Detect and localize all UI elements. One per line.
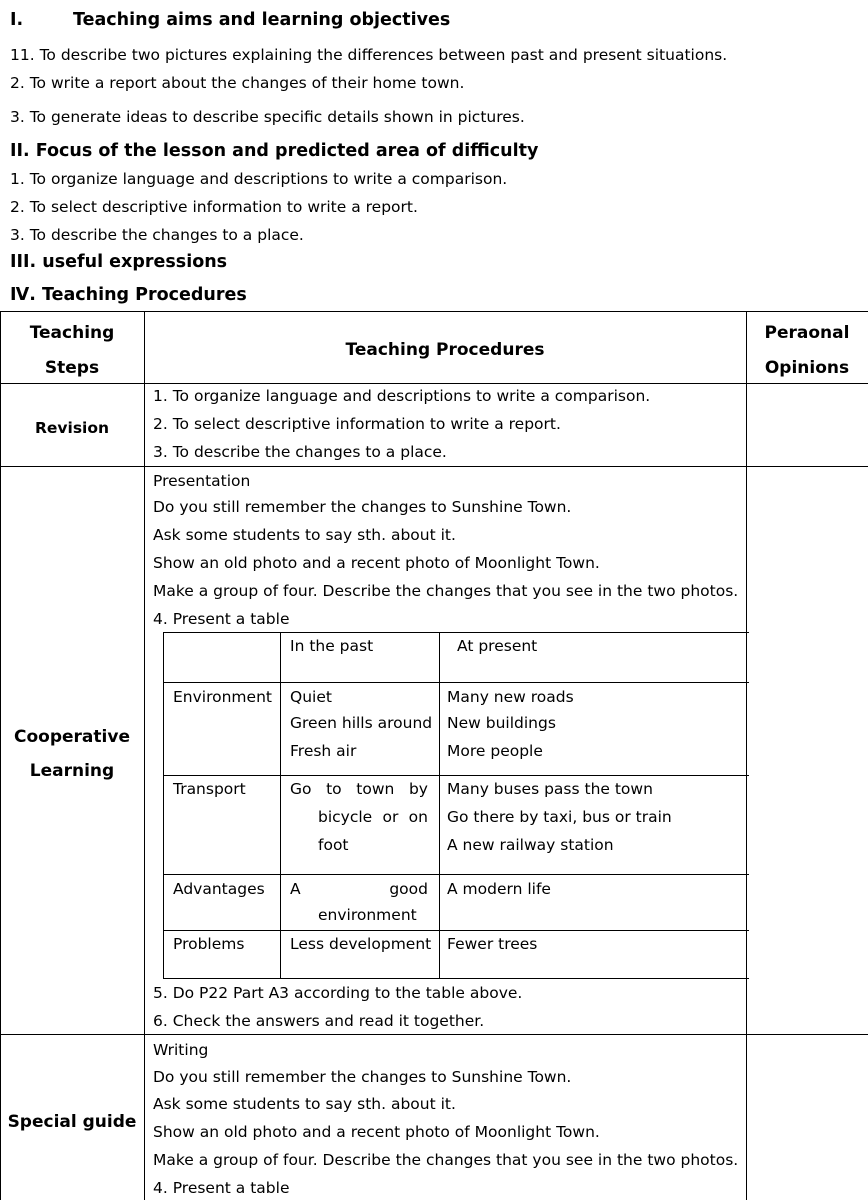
section-3-title: III. useful expressions (10, 252, 228, 272)
cooperative-line-3: Ask some students to say sth. about it. (153, 526, 456, 544)
special-line-1: Writing (153, 1041, 209, 1059)
step-special-guide: Special guide (7, 1112, 137, 1132)
section-1-number: I. (10, 10, 24, 30)
advantages-present: A modern life (447, 880, 551, 898)
focus-item-2: 2. To select descriptive information to write a report. (10, 198, 418, 216)
transport-past-word: bicycle (318, 808, 373, 826)
focus-item-3: 3. To describe the changes to a place. (10, 226, 304, 244)
table-border-left (0, 311, 1, 1200)
transport-past-line2 (318, 808, 428, 826)
revision-line-2: 2. To select descriptive information to write a report. (153, 415, 561, 433)
inner-border-2 (163, 775, 749, 776)
inner-border-col1 (280, 632, 281, 979)
problems-label: Problems (173, 935, 245, 953)
cooperative-line-1: Presentation (153, 472, 251, 490)
inner-border-bottom (163, 978, 749, 979)
inner-border-top (163, 632, 749, 633)
transport-past-line3: foot (318, 836, 349, 854)
environment-label: Environment (173, 688, 272, 706)
cooperative-line-6: 4. Present a table (153, 610, 290, 628)
environment-present-2: New buildings (447, 714, 556, 732)
focus-item-1: 1. To organize language and descriptions to write a comparison. (10, 170, 508, 188)
special-line-6: 4. Present a table (153, 1179, 290, 1197)
header-opinions-line1: Peraonal (764, 323, 850, 343)
cooperative-after-1: 5. Do P22 Part A3 according to the table above. (153, 984, 523, 1002)
aim-item-3: 3. To generate ideas to describe specific details shown in pictures. (10, 108, 525, 126)
transport-label: Transport (173, 780, 246, 798)
table-border-revision (0, 466, 868, 467)
section-1-title: Teaching aims and learning objectives (73, 10, 451, 30)
special-line-4: Show an old photo and a recent photo of Moonlight Town. (153, 1123, 600, 1141)
header-steps-line2: Steps (44, 358, 100, 378)
section-2-title: II. Focus of the lesson and predicted area of difficulty (10, 141, 539, 161)
transport-past-word: to (326, 780, 342, 798)
inner-col-present: At present (457, 637, 538, 655)
cooperative-line-2: Do you still remember the changes to Sunshine Town. (153, 498, 572, 516)
table-border-col2 (746, 311, 747, 1200)
inner-border-left (163, 632, 164, 979)
cooperative-line-5: Make a group of four. Describe the changes that you see in the two photos. (153, 582, 739, 600)
transport-present-2: Go there by taxi, bus or train (447, 808, 672, 826)
header-procedures: Teaching Procedures (345, 340, 545, 360)
step-cooperative-line1: Cooperative (14, 727, 130, 747)
environment-past-2: Green hills around (290, 714, 433, 732)
transport-past-word: on (408, 808, 428, 826)
header-steps-line1: Teaching (29, 323, 115, 343)
problems-present: Fewer trees (447, 935, 538, 953)
aim-item-1: 11. To describe two pictures explaining the differences between past and present situations. (10, 46, 728, 64)
transport-past-word: Go (290, 780, 312, 798)
special-line-2: Do you still remember the changes to Sunshine Town. (153, 1068, 572, 1086)
revision-line-3: 3. To describe the changes to a place. (153, 443, 447, 461)
inner-border-3 (163, 874, 749, 875)
advantages-past-line1 (290, 880, 428, 898)
transport-present-3: A new railway station (447, 836, 614, 854)
cooperative-line-4: Show an old photo and a recent photo of Moonlight Town. (153, 554, 600, 572)
table-border-cooperative (0, 1034, 868, 1035)
advantages-past-word: good (389, 880, 428, 898)
environment-present-3: More people (447, 742, 543, 760)
table-border-top (0, 311, 868, 312)
special-line-5: Make a group of four. Describe the changes that you see in the two photos. (153, 1151, 739, 1169)
table-border-col1 (144, 311, 145, 1200)
transport-past-word: town (356, 780, 395, 798)
advantages-past-word: A (290, 880, 301, 898)
environment-past-3: Fresh air (290, 742, 357, 760)
transport-past-line1 (290, 780, 428, 798)
section-4-title: Ⅳ. Teaching Procedures (10, 285, 247, 305)
revision-line-1: 1. To organize language and descriptions to write a comparison. (153, 387, 651, 405)
inner-border-col2 (439, 632, 440, 979)
aim-item-2: 2. To write a report about the changes of their home town. (10, 74, 465, 92)
step-cooperative-line2: Learning (29, 761, 115, 781)
step-revision: Revision (34, 419, 110, 437)
problems-past: Less development (290, 935, 432, 953)
cooperative-after-2: 6. Check the answers and read it together. (153, 1012, 485, 1030)
special-line-3: Ask some students to say sth. about it. (153, 1095, 456, 1113)
inner-border-1 (163, 682, 749, 683)
environment-present-1: Many new roads (447, 688, 574, 706)
transport-past-word: by (408, 780, 428, 798)
table-border-header (0, 383, 868, 384)
header-opinions-line2: Opinions (764, 358, 850, 378)
transport-past-word: or (382, 808, 399, 826)
transport-present-1: Many buses pass the town (447, 780, 653, 798)
inner-border-4 (163, 930, 749, 931)
inner-col-past: In the past (290, 637, 374, 655)
advantages-past-line2: environment (318, 906, 417, 924)
advantages-label: Advantages (173, 880, 265, 898)
environment-past-1: Quiet (290, 688, 332, 706)
